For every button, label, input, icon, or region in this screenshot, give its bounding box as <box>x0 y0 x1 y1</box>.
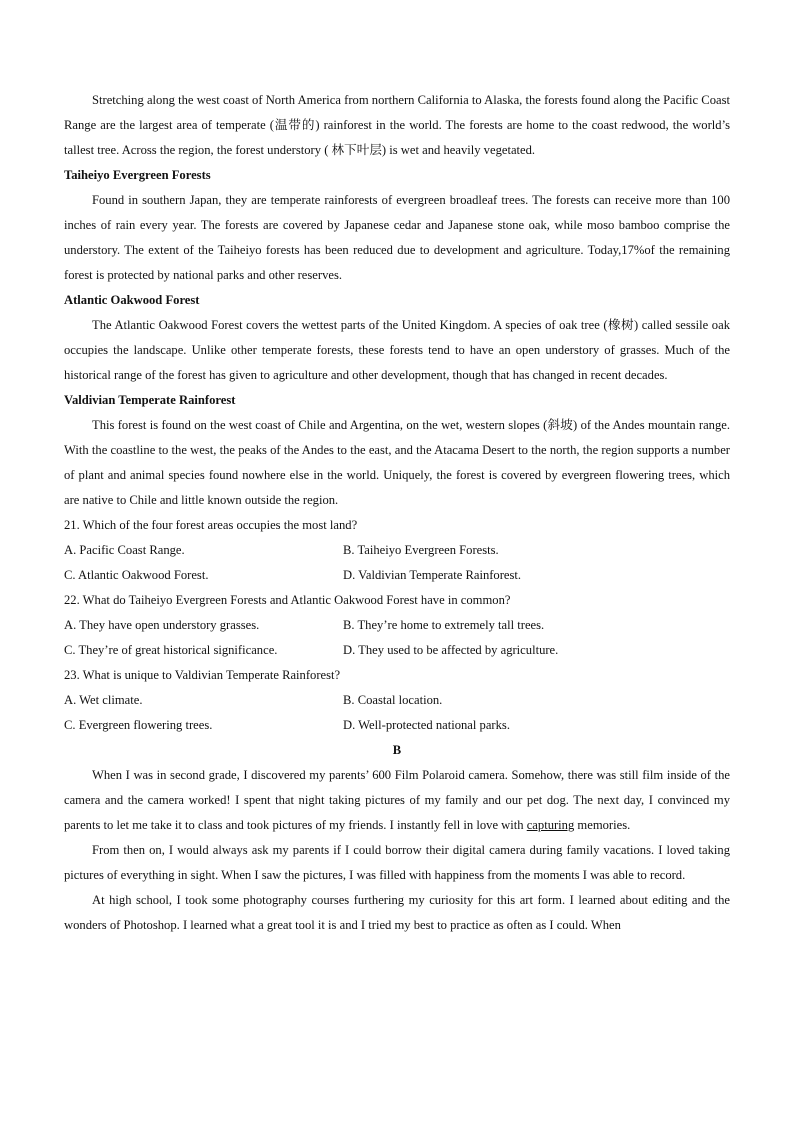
question-21-option-c: C. Atlantic Oakwood Forest. <box>64 568 209 582</box>
section-heading-valdivian: Valdivian Temperate Rainforest <box>64 393 236 407</box>
passage-a-paragraph-1: Stretching along the west coast of North America from northern California to Alaska, the forests found along the Pacific Coast Range are the largest area of temperate (温带的) rainforest in the world. The forests are home to the coast redwood, the world’s tallest tree. Across the region, the forest understory ( 林下叶层) is wet and heavily vegetated. <box>64 93 730 157</box>
question-22-option-a: A. They have open understory grasses. <box>64 618 260 632</box>
passage-b-paragraph-1 <box>64 763 730 838</box>
passage-b-letter: B <box>392 743 402 757</box>
question-21-stem: 21. Which of the four forest areas occupies the most land? <box>64 518 358 532</box>
question-23-option-d: D. Well-protected national parks. <box>343 718 510 732</box>
question-22-option-c: C. They’re of great historical significance. <box>64 643 278 657</box>
section-heading-atlantic-oakwood: Atlantic Oakwood Forest <box>64 293 200 307</box>
question-23-option-c: C. Evergreen flowering trees. <box>64 718 213 732</box>
passage-b-paragraph-1-part-2: memories. <box>574 818 631 832</box>
underlined-word-capturing: capturing <box>526 818 575 832</box>
question-22-options-row-1 <box>64 613 730 638</box>
passage-a-paragraph-3: The Atlantic Oakwood Forest covers the wettest parts of the United Kingdom. A species of oak tree (橡树) called sessile oak occupies the landscape. Unlike other temperate forests, these forests tend to have an open understory of grasses. Much of the historical range of the forest has given to agriculture and other development, though that has changed in recent decades. <box>64 318 730 382</box>
question-21-option-a: A. Pacific Coast Range. <box>64 543 185 557</box>
passage-a-paragraph-2: Found in southern Japan, they are temperate rainforests of evergreen broadleaf trees. The forests can receive more than 100 inches of rain every year. The forests are covered by Japanese cedar and Japanese stone oak, while moso bamboo comprise the understory. The extent of the Taiheiyo forests has been reduced due to development and agriculture. Today,17%of the remaining forest is protected by national parks and other reserves. <box>64 193 730 282</box>
question-22-option-d: D. They used to be affected by agriculture. <box>343 643 559 657</box>
question-21-options-row-1 <box>64 538 730 563</box>
passage-b-paragraph-1-part-1: When I was in second grade, I discovered my parents’ 600 Film Polaroid camera. Somehow, there was still film inside of the camera and the camera worked! I spent that night taking pictures of my family and our pet dog. The next day, I convinced my parents to let me take it to class and took pictures of my friends. I instantly fell in love with <box>64 768 730 832</box>
passage-b-paragraph-3: At high school, I took some photography courses furthering my curiosity for this art form. I learned about editing and the wonders of Photoshop. I learned what a great tool it is and I tried my best to practice as often as I could. When <box>64 893 730 932</box>
question-23-option-a: A. Wet climate. <box>64 693 143 707</box>
passage-b-paragraph-2: From then on, I would always ask my parents if I could borrow their digital camera during family vacations. I loved taking pictures of everything in sight. When I saw the pictures, I was filled with happiness from the moments I was able to record. <box>64 843 730 882</box>
section-heading-taiheiyo: Taiheiyo Evergreen Forests <box>64 168 211 182</box>
question-21-option-d: D. Valdivian Temperate Rainforest. <box>343 568 522 582</box>
question-21-option-b: B. Taiheiyo Evergreen Forests. <box>343 543 499 557</box>
question-21-options-row-2 <box>64 563 730 588</box>
question-23-options-row-1 <box>64 688 730 713</box>
passage-a-paragraph-4: This forest is found on the west coast of Chile and Argentina, on the wet, western slopes (斜坡) of the Andes mountain range. With the coastline to the west, the peaks of the Andes to the east, and the Atacama Desert to the north, the region supports a number of plant and animal species found nowhere else in the world. Uniquely, the forest is covered by evergreen flowering trees, which are native to Chile and little known outside the region. <box>64 418 730 507</box>
question-23-stem: 23. What is unique to Valdivian Temperate Rainforest? <box>64 668 341 682</box>
question-22-option-b: B. They’re home to extremely tall trees. <box>343 618 545 632</box>
document-content <box>64 88 730 938</box>
question-22-stem: 22. What do Taiheiyo Evergreen Forests and Atlantic Oakwood Forest have in common? <box>64 593 511 607</box>
question-23-options-row-2 <box>64 713 730 738</box>
question-23-option-b: B. Coastal location. <box>343 693 443 707</box>
question-22-options-row-2 <box>64 638 730 663</box>
